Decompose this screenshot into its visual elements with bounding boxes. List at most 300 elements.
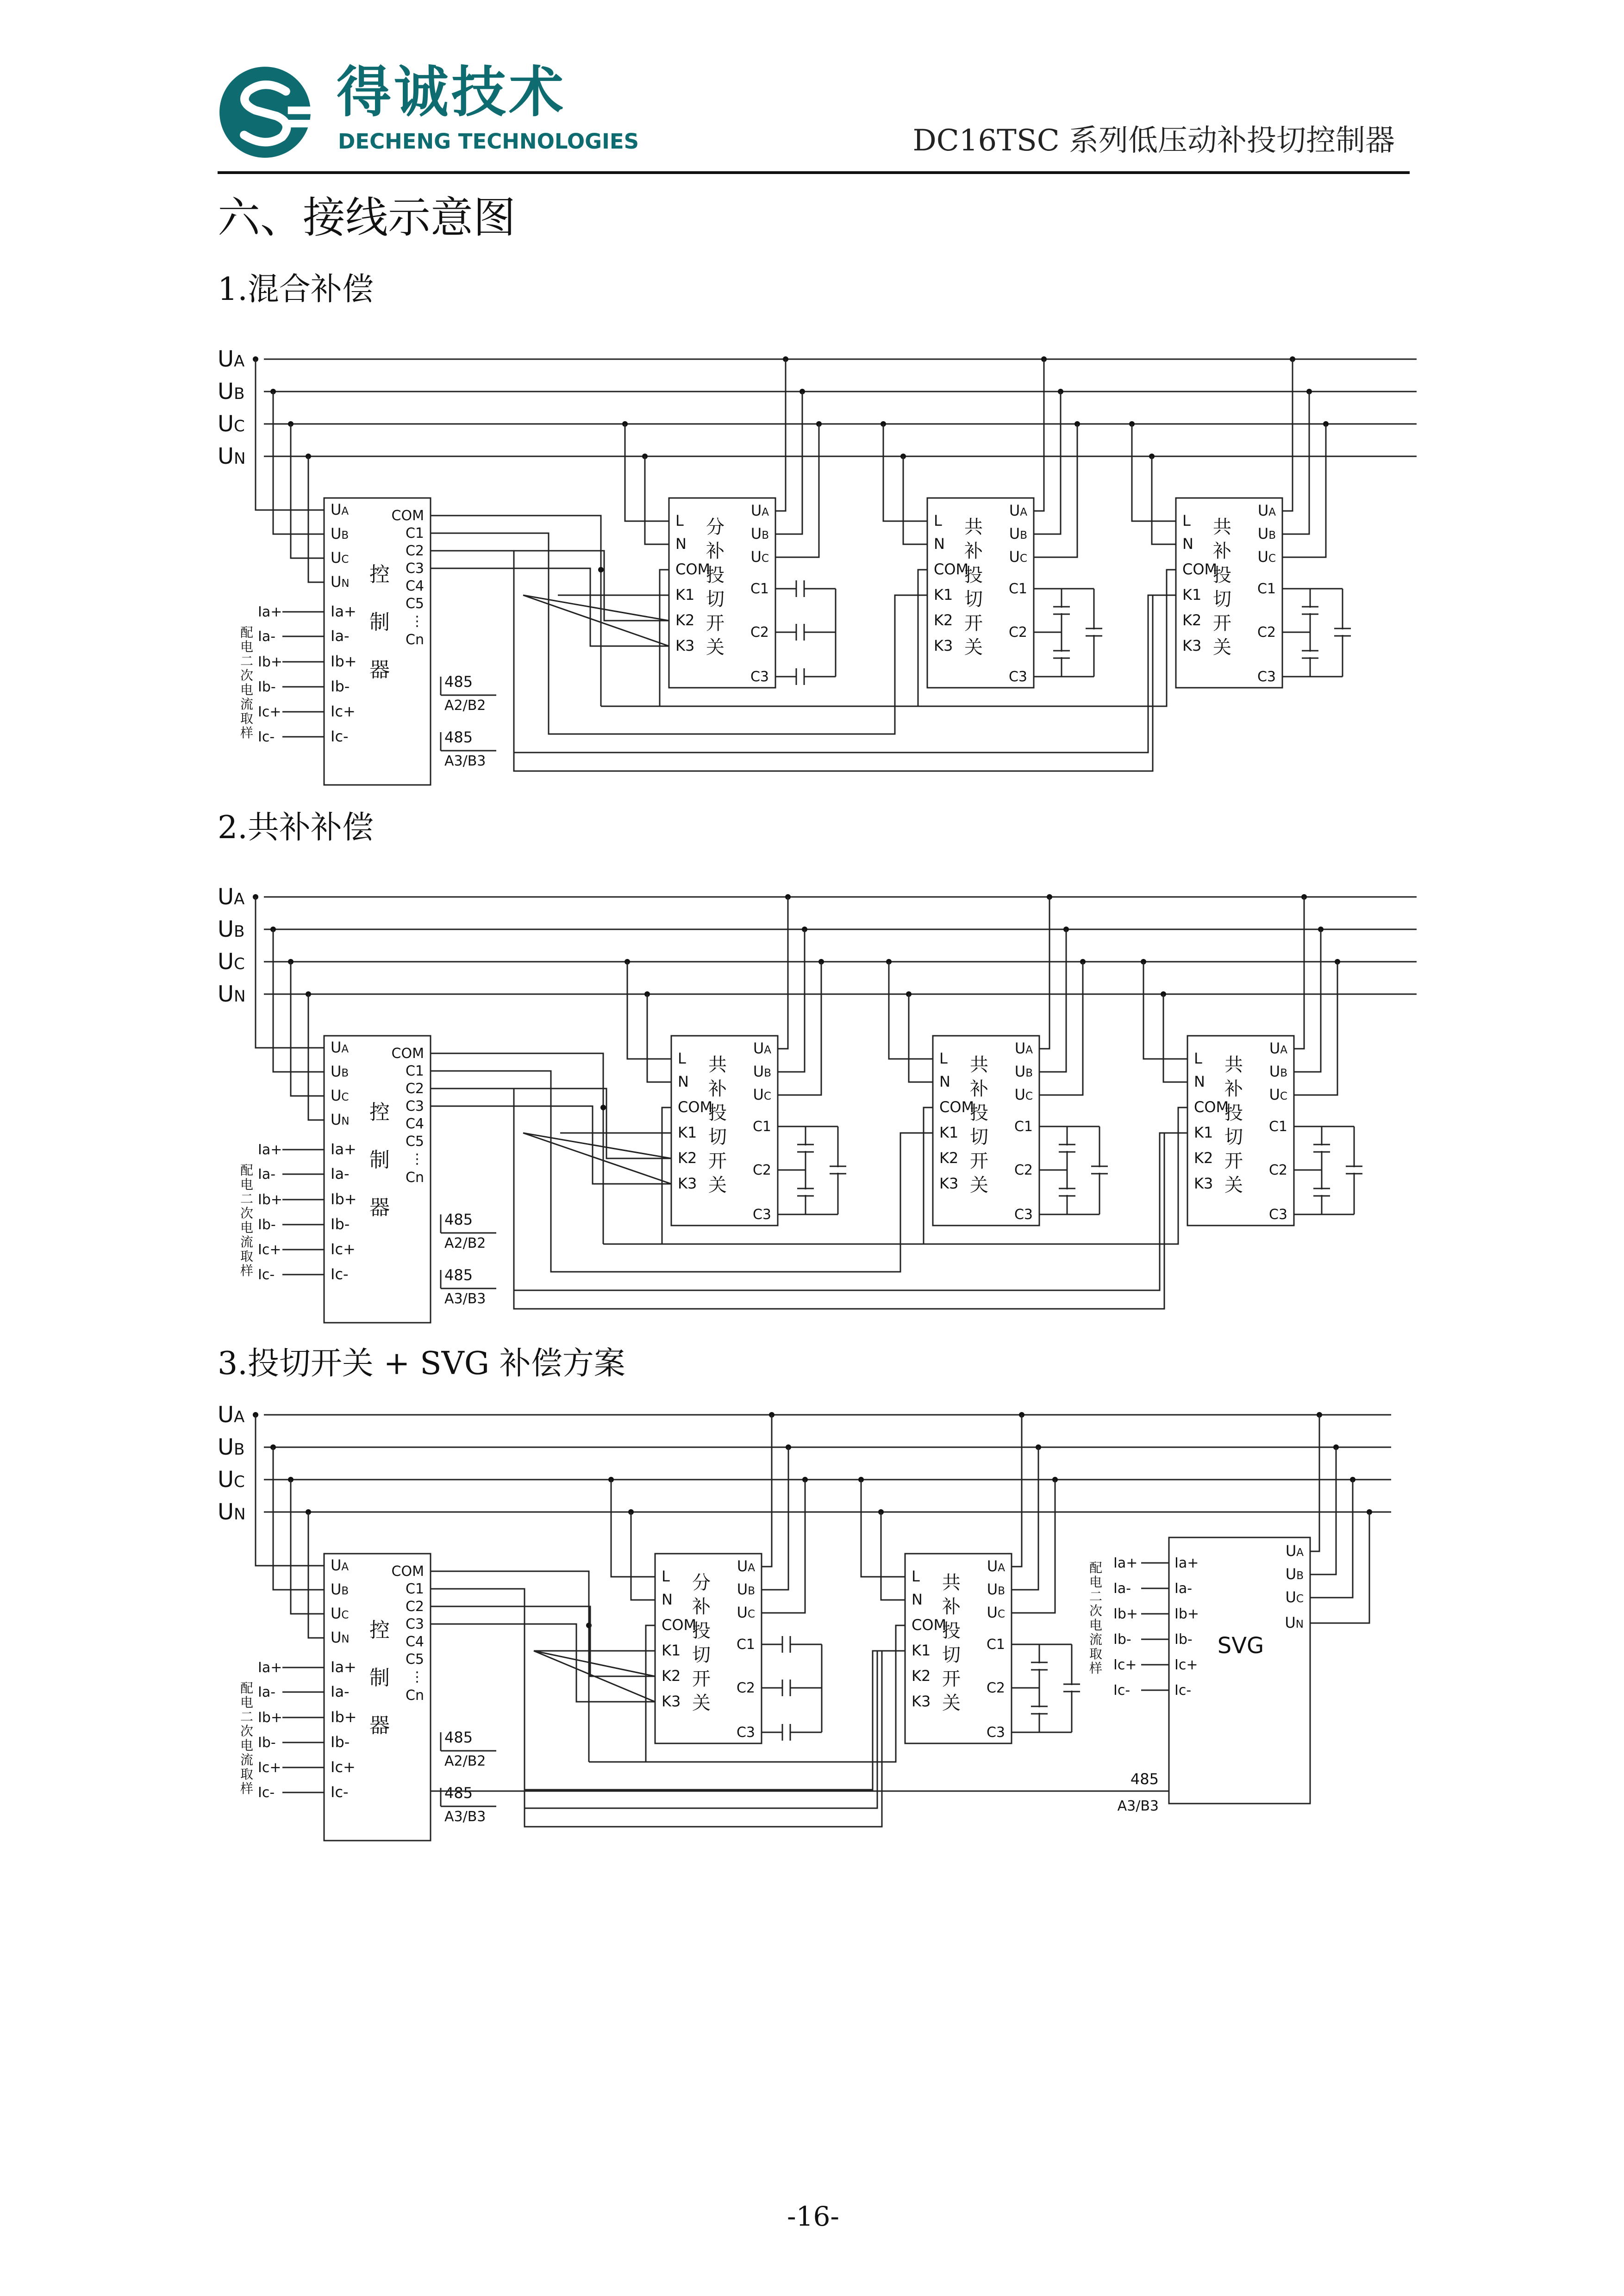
switch-cap-label: C3 — [752, 1207, 771, 1223]
wire — [1152, 456, 1176, 544]
ct-label: Ic+ — [258, 704, 281, 720]
wire — [627, 962, 671, 1059]
switch-cap-label: C2 — [986, 1680, 1005, 1696]
switch-name-char: 补 — [970, 1078, 988, 1100]
switch-pin-label: UC — [1009, 548, 1027, 566]
ct-caption-char: 电 — [240, 639, 254, 654]
switch-cap-label: C3 — [1014, 1207, 1033, 1223]
bus-label-c: UC — [218, 1467, 245, 1493]
switch-pin-label: UB — [1269, 1063, 1287, 1080]
switch-name-char: 开 — [970, 1151, 988, 1172]
wire — [523, 1133, 671, 1158]
switch-name-char: 投 — [964, 565, 983, 586]
ct-label: Ib+ — [258, 1710, 283, 1726]
switch-pin-label: K3 — [1194, 1175, 1213, 1192]
controller-pin-label: UC — [331, 549, 349, 566]
controller-pin-label: Ic+ — [331, 703, 356, 720]
switch-pin-label: K3 — [662, 1692, 681, 1710]
wire — [308, 994, 324, 1120]
wire — [1034, 359, 1044, 511]
ct-caption-char: 二 — [240, 1191, 254, 1207]
switch-pin-label: L — [662, 1568, 670, 1585]
switch-name-char: 共 — [708, 1054, 727, 1076]
junction-dot — [600, 1105, 606, 1110]
controller-output-label: C4 — [405, 1116, 424, 1132]
switch-name-char: 共 — [970, 1054, 988, 1076]
wire — [775, 359, 786, 511]
wire — [778, 962, 821, 1095]
wire — [1034, 424, 1077, 557]
wire — [431, 551, 1176, 753]
controller-output-label: C5 — [405, 596, 424, 612]
ct-caption-char: 配 — [240, 1163, 254, 1178]
controller-output-label: C4 — [405, 1634, 424, 1650]
switch-name-char: 共 — [964, 516, 983, 538]
section-title: 六、接线示意图 — [218, 193, 516, 243]
switch-pin-label: K3 — [678, 1175, 697, 1192]
ct-label: Ia- — [258, 1166, 276, 1182]
ct-caption-char: 次 — [240, 1206, 254, 1221]
ct-label: Ia+ — [258, 604, 282, 620]
switch-name-char: 分 — [706, 516, 725, 538]
rs485-label: 485 — [444, 1211, 473, 1228]
controller-output-label: ⋮ — [410, 1151, 424, 1167]
ct-caption-char: 流 — [240, 1752, 254, 1767]
controller-output-label: COM — [391, 508, 424, 524]
svg-pin-label: UB — [1285, 1565, 1304, 1583]
controller-pin-label: UC — [331, 1087, 349, 1104]
switch-name-char: 关 — [1224, 1175, 1243, 1196]
switch-cap-label: C2 — [1014, 1162, 1033, 1178]
switch-pin-label: K3 — [939, 1175, 959, 1192]
ct-label: Ia- — [1113, 1580, 1131, 1597]
controller-output-label: ⋮ — [410, 1669, 424, 1685]
ct-label: Ic+ — [258, 1242, 281, 1258]
switch-cap-label: C3 — [1268, 1207, 1287, 1223]
switch-pin-label: UA — [1014, 1039, 1033, 1057]
controller-pin-label: Ia- — [331, 627, 350, 645]
switch-cap-label: C1 — [986, 1636, 1005, 1653]
rs485-label: 485 — [444, 728, 473, 746]
switch-pin-label: K2 — [939, 1149, 959, 1167]
rs485-label: 485 — [1130, 1770, 1159, 1788]
svg-pin-label: Ic+ — [1174, 1657, 1198, 1673]
wire — [431, 1606, 655, 1676]
bus-label-n: UN — [218, 1499, 246, 1525]
capacitor-gap — [804, 1189, 807, 1195]
rs485-label: 485 — [444, 1266, 473, 1284]
ct-caption-char: 配 — [240, 1680, 254, 1696]
switch-pin-label: UA — [737, 1557, 755, 1575]
svg-pin-label: Ia+ — [1174, 1555, 1199, 1571]
switch-name-char: 切 — [708, 1126, 727, 1148]
bus-label-c: UC — [218, 949, 245, 975]
wire — [625, 424, 669, 521]
switch-name-char: 切 — [942, 1644, 961, 1666]
switch-name-char: 关 — [692, 1692, 711, 1714]
switch-cap-label: C2 — [750, 624, 769, 641]
switch-name-char: 切 — [970, 1126, 988, 1148]
svg-pin-label: UN — [1285, 1614, 1304, 1631]
diagram-1-title: 1.混合补偿 — [218, 271, 374, 308]
capacitor-gap — [1320, 1145, 1324, 1151]
switch-pin-label: COM — [678, 1098, 713, 1116]
ct-label: Ib+ — [258, 1192, 283, 1208]
controller-output-label: C2 — [405, 1081, 424, 1097]
switch-pin-label: UB — [1257, 525, 1276, 542]
controller-pin-label: UA — [331, 1039, 349, 1056]
bus-label-b: UB — [218, 1434, 245, 1460]
switch-name-char: 关 — [706, 637, 725, 658]
diagram-3 — [218, 1402, 1391, 1841]
ct-caption-char: 电 — [240, 682, 254, 697]
switch-name-char: 切 — [706, 589, 725, 610]
switch-pin-label: COM — [675, 560, 711, 578]
ct-caption-char: 样 — [240, 1263, 254, 1278]
switch-pin-label: N — [912, 1591, 923, 1608]
wire — [273, 392, 324, 534]
wire — [1310, 1480, 1353, 1598]
ct-label: Ib+ — [1113, 1606, 1138, 1622]
switch-pin-label: UB — [737, 1580, 755, 1598]
switch-pin-label: K1 — [934, 586, 953, 604]
bus-label-c: UC — [218, 411, 245, 437]
controller-pin-label: Ia+ — [331, 1658, 356, 1676]
switch-name-char: 补 — [692, 1596, 711, 1618]
bus-label-a: UA — [218, 884, 245, 910]
controller-output-label: C2 — [405, 1599, 424, 1615]
switch-name-char: 投 — [942, 1620, 961, 1642]
switch-pin-label: N — [678, 1073, 689, 1090]
wire — [256, 897, 324, 1048]
wire — [523, 595, 669, 621]
wire — [1012, 1480, 1055, 1613]
capacitor-gap — [1308, 608, 1312, 613]
wire — [1034, 392, 1061, 534]
port-label: A3/B3 — [1117, 1798, 1159, 1814]
ct-caption-char: 流 — [1089, 1632, 1103, 1647]
ct-caption-char: 电 — [1089, 1574, 1103, 1590]
ct-caption-char: 二 — [240, 653, 254, 669]
wire — [631, 1512, 655, 1600]
switch-pin-label: L — [934, 512, 942, 529]
switch-pin-label: K1 — [939, 1124, 959, 1141]
controller-output-label: C3 — [405, 1616, 424, 1632]
controller-pin-label: Ic- — [331, 1783, 349, 1801]
wire — [431, 1089, 1187, 1290]
wire — [1282, 359, 1293, 511]
wire — [1282, 424, 1326, 557]
switch-pin-label: UC — [750, 548, 769, 566]
switch-name-char: 关 — [942, 1692, 961, 1714]
port-label: A3/B3 — [444, 1809, 486, 1825]
controller-output-label: Cn — [406, 1170, 424, 1186]
controller-output-label: C4 — [405, 578, 424, 594]
ct-label: Ia- — [258, 1684, 276, 1700]
ct-label: Ib+ — [258, 654, 283, 670]
switch-pin-label: N — [675, 535, 687, 553]
controller-pin-label: Ib+ — [331, 1190, 357, 1208]
switch-cap-label: C1 — [752, 1119, 771, 1135]
wire — [431, 551, 669, 621]
switch-name-char: 共 — [1224, 1054, 1243, 1076]
controller-output-label: C1 — [405, 525, 424, 541]
switch-name-char: 开 — [708, 1151, 727, 1172]
capacitor-gap — [1065, 1189, 1069, 1195]
diagram-2 — [218, 884, 1417, 1323]
switch-pin-label: K2 — [675, 611, 695, 629]
wire — [762, 1415, 772, 1567]
controller-pin-label: Ic- — [331, 728, 349, 745]
controller-name-char: 器 — [369, 658, 390, 682]
capacitor-gap — [1092, 629, 1096, 635]
logo-chinese-text: 得诚技术 — [337, 60, 567, 124]
ct-label: Ic- — [258, 1785, 275, 1801]
wire — [431, 1624, 655, 1702]
switch-name-char: 补 — [706, 541, 725, 562]
svg-pin-label: Ic- — [1174, 1682, 1192, 1699]
switch-cap-label: C1 — [1008, 581, 1027, 597]
switch-name-char: 切 — [692, 1644, 711, 1666]
wire — [308, 456, 324, 582]
switch-name-char: 开 — [964, 613, 983, 634]
ct-caption-char: 次 — [240, 1724, 254, 1739]
switch-name-char: 开 — [1213, 613, 1231, 634]
controller-output-label: ⋮ — [410, 613, 424, 629]
switch-name-char: 关 — [964, 637, 983, 658]
switch-cap-label: C1 — [1257, 581, 1276, 597]
ct-caption-char: 二 — [1089, 1589, 1103, 1604]
svg-pin-label: UA — [1285, 1542, 1304, 1560]
switch-pin-label: K1 — [1182, 586, 1202, 604]
switch-pin-label: K2 — [934, 611, 953, 629]
ct-caption-char: 样 — [1089, 1661, 1103, 1676]
wire — [889, 962, 933, 1059]
switch-name-char: 开 — [692, 1668, 711, 1690]
switch-pin-label: UA — [1009, 502, 1027, 519]
wire — [883, 424, 927, 521]
wire — [273, 1447, 324, 1590]
controller-output-label: C5 — [405, 1651, 424, 1668]
wire — [1294, 929, 1321, 1072]
wire — [775, 392, 802, 534]
ct-caption-char: 电 — [240, 1220, 254, 1235]
wire — [1163, 994, 1187, 1082]
wire — [1012, 1415, 1022, 1567]
switch-name-char: 分 — [692, 1572, 711, 1593]
wire — [861, 1480, 905, 1577]
diagram-2-title: 2.共补补偿 — [218, 809, 374, 846]
switch-cap-label: C1 — [750, 581, 769, 597]
ct-label: Ib- — [258, 679, 276, 695]
switch-name-char: 关 — [970, 1175, 988, 1196]
wire — [431, 568, 669, 646]
wire — [589, 1625, 655, 1762]
switch-pin-label: UC — [987, 1604, 1005, 1621]
switch-pin-label: COM — [939, 1098, 974, 1116]
switch-name-char: 投 — [706, 565, 725, 586]
controller-pin-label: Ib- — [331, 678, 350, 695]
wire — [308, 1512, 324, 1638]
ct-label: Ia+ — [258, 1142, 282, 1158]
ct-caption-char: 次 — [240, 668, 254, 683]
svg-pin-label: Ib+ — [1174, 1606, 1199, 1622]
controller-pin-label: Ib- — [331, 1733, 350, 1751]
page-number: -16- — [787, 2201, 839, 2232]
ct-label: Ic- — [258, 729, 275, 745]
switch-pin-label: K3 — [934, 637, 953, 654]
capacitor-gap — [1065, 1145, 1069, 1151]
switch-cap-label: C2 — [1268, 1162, 1287, 1178]
ct-caption-char: 配 — [240, 625, 254, 640]
switch-name-char: 投 — [692, 1620, 711, 1642]
controller-pin-label: UA — [331, 1556, 349, 1574]
ct-label: Ib- — [1113, 1631, 1131, 1648]
wire — [1143, 962, 1187, 1059]
ct-caption-char: 电 — [1089, 1618, 1103, 1633]
wire — [1012, 1447, 1038, 1590]
controller-pin-label: Ic+ — [331, 1240, 356, 1258]
controller-pin-label: UC — [331, 1605, 349, 1622]
capacitor-gap — [836, 1167, 840, 1173]
switch-name-char: 开 — [706, 613, 725, 634]
wire — [291, 1480, 324, 1614]
ct-label: Ic- — [1113, 1682, 1131, 1699]
switch-pin-label: L — [912, 1568, 920, 1585]
switch-pin-label: K1 — [678, 1124, 697, 1141]
controller-pin-label: UA — [331, 501, 349, 518]
controller-name-char: 器 — [369, 1714, 390, 1737]
switch-pin-label: L — [1182, 512, 1191, 529]
ct-caption-char: 流 — [240, 697, 254, 712]
switch-pin-label: UA — [1269, 1039, 1287, 1057]
wire — [611, 1480, 655, 1577]
switch-name-char: 补 — [708, 1078, 727, 1100]
switch-cap-label: C3 — [1257, 669, 1276, 685]
ct-caption-char: 样 — [240, 725, 254, 740]
bus-label-a: UA — [218, 346, 245, 372]
capacitor-gap — [804, 1145, 807, 1151]
capacitor-gap — [1320, 1189, 1324, 1195]
svg-pin-label: Ib- — [1174, 1631, 1193, 1648]
switch-cap-label: C1 — [736, 1636, 755, 1653]
capacitor-gap — [1060, 608, 1063, 613]
diagram-3-title: 3.投切开关 + SVG 补偿方案 — [218, 1345, 625, 1382]
controller-pin-label: UB — [331, 1063, 349, 1080]
switch-pin-label: K2 — [662, 1667, 681, 1685]
controller-output-label: C3 — [405, 560, 424, 577]
switch-pin-label: K2 — [1182, 611, 1202, 629]
capacitor-gap — [1098, 1167, 1101, 1173]
wire — [1310, 1447, 1336, 1574]
switch-pin-label: K2 — [678, 1149, 697, 1167]
switch-pin-label: N — [662, 1591, 673, 1608]
switch-name-char: 投 — [1224, 1102, 1243, 1124]
ct-label: Ia+ — [258, 1660, 282, 1676]
wire — [1282, 392, 1309, 534]
bus-label-n: UN — [218, 981, 246, 1007]
wire — [903, 456, 927, 544]
controller-pin-label: Ib+ — [331, 653, 357, 670]
capacitor-gap — [1037, 1707, 1041, 1713]
switch-cap-label: C1 — [1268, 1119, 1287, 1135]
wire — [534, 1651, 655, 1676]
switch-cap-label: C3 — [1008, 669, 1027, 685]
switch-pin-label: UB — [750, 525, 769, 542]
ct-label: Ic+ — [1113, 1657, 1137, 1673]
switch-pin-label: UA — [1257, 502, 1276, 519]
controller-output-label: Cn — [406, 632, 424, 648]
wire — [762, 1447, 788, 1590]
switch-pin-label: K3 — [912, 1692, 931, 1710]
switch-name-char: 切 — [1224, 1126, 1243, 1148]
switch-pin-label: K2 — [912, 1667, 931, 1685]
switch-pin-label: COM — [662, 1616, 697, 1634]
ct-caption-char: 取 — [1089, 1646, 1103, 1661]
switch-name-char: 开 — [1224, 1151, 1243, 1172]
switch-name-char: 切 — [964, 589, 983, 610]
ct-label: Ia+ — [1113, 1555, 1138, 1571]
switch-pin-label: K1 — [912, 1642, 931, 1659]
controller-name-char: 控 — [369, 1101, 390, 1124]
bus-label-b: UB — [218, 916, 245, 942]
switch-pin-label: L — [1194, 1050, 1202, 1067]
logo-english-text: DECHENG TECHNOLOGIES — [338, 129, 639, 154]
switch-name-char: 投 — [708, 1102, 727, 1124]
switch-name-char: 关 — [708, 1175, 727, 1196]
controller-pin-label: UN — [331, 573, 350, 591]
controller-pin-label: Ib- — [331, 1215, 350, 1233]
switch-pin-label: K3 — [675, 637, 695, 654]
switch-pin-label: N — [1182, 535, 1193, 553]
controller-name-char: 制 — [369, 610, 390, 634]
switch-name-char: 补 — [1213, 541, 1231, 562]
svg-pin-label: Ia- — [1174, 1580, 1193, 1597]
ct-caption-char: 二 — [240, 1709, 254, 1724]
switch-pin-label: K1 — [1194, 1124, 1213, 1141]
wire — [256, 359, 324, 510]
switch-pin-label: L — [939, 1050, 948, 1067]
switch-pin-label: UB — [1014, 1063, 1033, 1080]
controller-name-char: 制 — [369, 1666, 390, 1690]
wire — [645, 456, 669, 544]
ct-label: Ic- — [258, 1267, 275, 1283]
wire — [762, 1480, 805, 1613]
switch-pin-label: UC — [753, 1086, 771, 1103]
wire — [778, 929, 805, 1072]
port-label: A3/B3 — [444, 1291, 486, 1307]
switch-pin-label: COM — [1194, 1098, 1229, 1116]
wire — [291, 962, 324, 1096]
ct-caption-char: 取 — [240, 1249, 254, 1264]
junction-dot — [598, 567, 604, 572]
wire — [1132, 424, 1176, 521]
switch-pin-label: COM — [912, 1616, 947, 1634]
controller-name-char: 控 — [369, 1618, 390, 1642]
ct-caption-char: 配 — [1089, 1560, 1103, 1575]
controller-name-char: 制 — [369, 1148, 390, 1172]
controller-output-label: C5 — [405, 1133, 424, 1150]
controller-output-label: C1 — [405, 1581, 424, 1597]
wire — [1039, 962, 1083, 1095]
switch-name-char: 投 — [970, 1102, 988, 1124]
switch-pin-label: UC — [1269, 1086, 1287, 1103]
bus-label-b: UB — [218, 379, 245, 404]
switch-pin-label: COM — [1182, 560, 1218, 578]
wire — [1310, 1415, 1319, 1551]
ct-label: Ic+ — [258, 1760, 281, 1776]
switch-name-char: 切 — [1213, 589, 1231, 610]
